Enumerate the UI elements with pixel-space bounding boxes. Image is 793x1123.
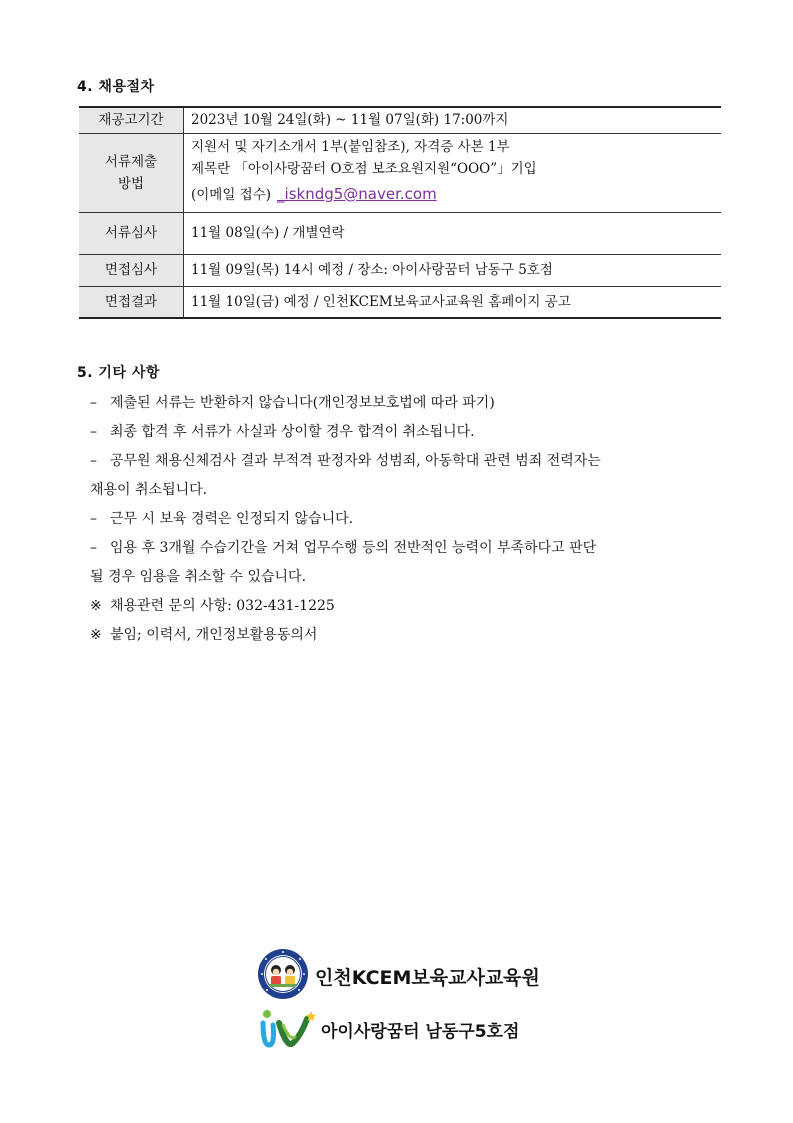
label-line: 방법	[117, 175, 145, 192]
row-label-period: 재공고기간	[79, 107, 184, 133]
list-item	[90, 389, 730, 418]
item-text: 근무 시 보육 경력은 인정되지 않습니다.	[110, 511, 354, 527]
value-line: 2023년 10월 24일(화) ~ 11월 07일(화) 17:00까지	[191, 112, 509, 129]
table-row	[79, 107, 721, 133]
footer-logos	[255, 943, 575, 1053]
row-value-document-review	[184, 212, 722, 254]
table-row	[79, 212, 721, 254]
list-item	[90, 447, 730, 476]
email-prefix: (이메일 접수)	[191, 187, 272, 203]
list-item	[90, 621, 730, 650]
value-line: 지원서 및 자기소개서 1부(붙임참조), 자격증 사본 1부	[191, 139, 510, 155]
list-item	[90, 418, 730, 447]
list-item-continuation: 될 경우 임용을 취소할 수 있습니다.	[90, 569, 307, 585]
item-marker: –	[90, 511, 97, 527]
item-text: 임용 후 3개월 수습기간을 거쳐 업무수행 등의 전반적인 능력이 부족하다고 판단	[110, 540, 597, 556]
item-text: 제출된 서류는 반환하지 않습니다(개인정보보호법에 따라 파기)	[110, 395, 495, 411]
item-marker: ※	[90, 627, 102, 643]
table-row	[79, 286, 721, 318]
item-text: 붙임; 이력서, 개인정보활용동의서	[110, 627, 318, 643]
section-5-title: 5. 기타 사항	[77, 365, 160, 381]
list-item	[90, 534, 730, 563]
item-marker: –	[90, 453, 97, 469]
section-4-title: 4. 채용절차	[77, 79, 155, 95]
label-line: 서류제출	[104, 153, 158, 170]
list-item-continuation: 채용이 취소됩니다.	[90, 482, 208, 498]
row-label-submission	[79, 133, 184, 212]
value-line: 제목란 「아이사랑꿈터 O호점 보조요원지원“OOO”」기입	[191, 161, 537, 177]
row-value-submission	[184, 133, 722, 212]
org-name-center: 아이사랑꿈터 남동구5호점	[321, 1022, 520, 1042]
row-value-period	[184, 107, 722, 133]
item-text: 채용관련 문의 사항: 032-431-1225	[110, 598, 335, 614]
row-value-interview	[184, 254, 722, 286]
item-text: 공무원 채용신체검사 결과 부적격 판정자와 성범죄, 아동학대 관련 범죄 전력자는	[110, 453, 601, 469]
value-line: 11월 09일(목) 14시 예정 / 장소: 아이사랑꿈터 남동구 5호점	[191, 262, 553, 278]
value-line: 11월 08일(수) / 개별연락	[191, 225, 345, 241]
item-text: 최종 합격 후 서류가 사실과 상이할 경우 합격이 취소됩니다.	[110, 424, 475, 440]
ai-sarang-kkumteo-logo-icon	[257, 1005, 317, 1051]
item-marker: –	[90, 540, 97, 556]
row-label-document-review: 서류심사	[79, 212, 184, 254]
org-name-kcem: 인천KCEM보육교사교육원	[315, 967, 540, 989]
row-value-result	[184, 286, 722, 318]
row-label-interview: 면접심사	[79, 254, 184, 286]
item-marker: –	[90, 424, 97, 440]
email-link[interactable]: _iskndg5@naver.com	[277, 185, 437, 203]
notes-list	[90, 389, 730, 650]
value-line: 11월 10일(금) 예정 / 인천KCEM보육교사교육원 홈페이지 공고	[191, 293, 571, 310]
kcem-logo	[255, 943, 575, 1003]
table-row	[79, 254, 721, 286]
list-item	[90, 505, 730, 534]
table-row	[79, 133, 721, 212]
email-line	[191, 180, 721, 209]
item-marker: ※	[90, 598, 102, 614]
item-marker: –	[90, 395, 97, 411]
institution-seal-icon	[257, 948, 309, 1000]
row-label-result: 면접결과	[79, 286, 184, 318]
list-item	[90, 592, 730, 621]
procedure-table	[79, 106, 721, 319]
